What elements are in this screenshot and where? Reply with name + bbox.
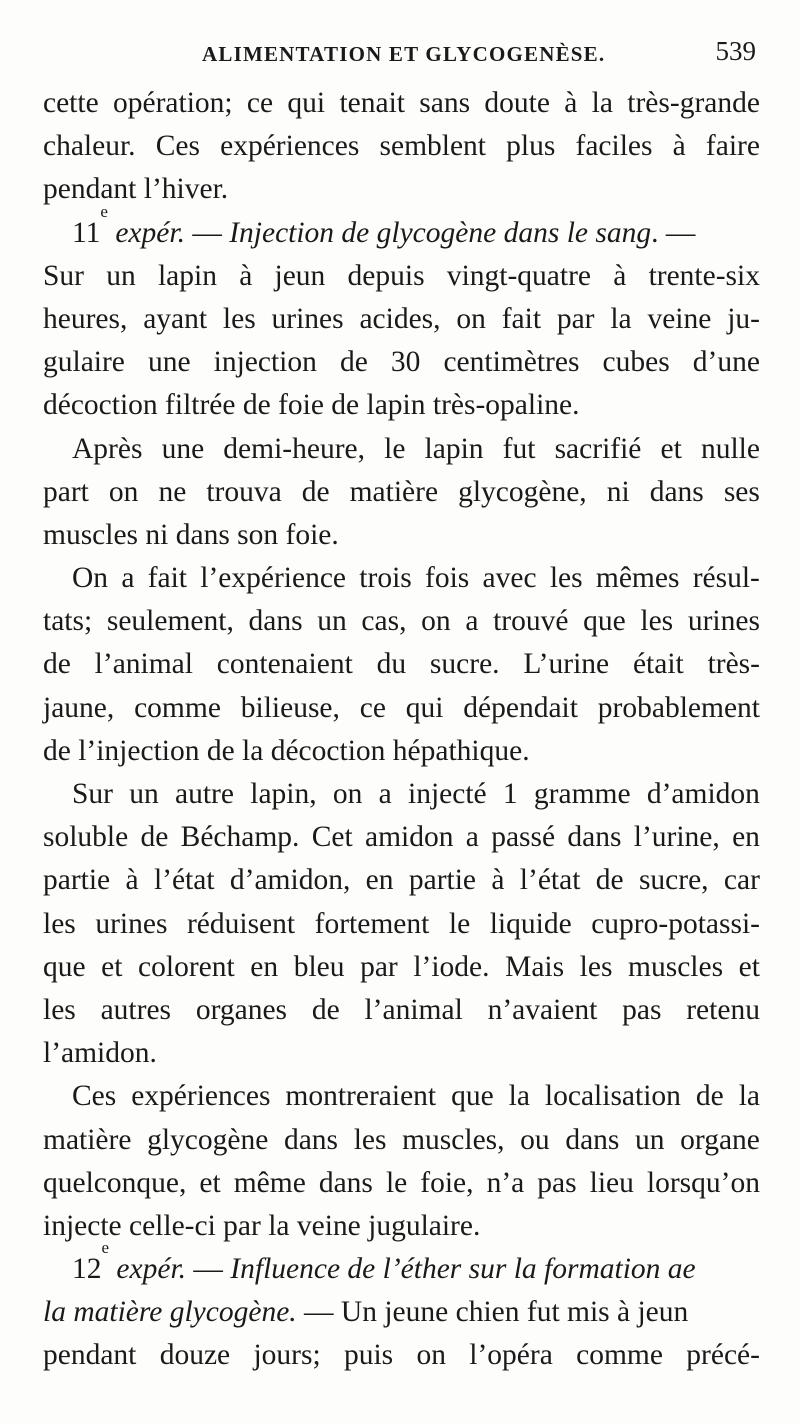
italic-text: Injection de glycogène dans le sang	[229, 216, 652, 249]
word: Ces	[155, 130, 200, 163]
text-line	[43, 1205, 760, 1248]
word: jours;	[253, 1339, 321, 1372]
word: ne	[158, 475, 187, 508]
body-text	[43, 82, 760, 1378]
word: fait	[501, 302, 542, 335]
word: n’a	[486, 1166, 525, 1199]
word: glycogène,	[458, 475, 587, 508]
word: très-	[707, 648, 760, 681]
word: fut	[502, 432, 536, 465]
text-line	[43, 514, 760, 557]
word: par	[360, 950, 398, 983]
text-line	[43, 125, 760, 168]
word: le	[385, 1166, 408, 1199]
word: précé-	[686, 1339, 760, 1372]
word: l’opéra	[469, 1339, 553, 1372]
text-line	[43, 341, 760, 384]
word: la	[591, 87, 613, 119]
word: on	[108, 475, 139, 508]
text-line	[43, 773, 760, 816]
word: seulement,	[106, 605, 234, 638]
text-run: 12	[72, 1253, 102, 1286]
word: même	[233, 1166, 306, 1199]
word: l’animal	[94, 648, 193, 681]
text-run	[109, 1248, 116, 1291]
word: amidon	[365, 821, 454, 854]
italic-text: expér.	[116, 1253, 187, 1286]
word: nulle	[700, 432, 760, 465]
word: partie	[408, 864, 477, 897]
word: l’état	[153, 864, 215, 897]
word: ju-	[727, 302, 760, 335]
word: gulaire	[43, 346, 125, 379]
word: organe	[680, 1123, 760, 1156]
word: lorsqu’on	[646, 1166, 760, 1199]
word: a	[378, 778, 392, 810]
word: Après	[72, 432, 143, 465]
word: les	[222, 302, 256, 335]
word: dans	[565, 1123, 620, 1156]
word: matière	[349, 475, 439, 508]
word: sucre,	[638, 864, 709, 897]
word: de	[43, 648, 71, 681]
word: jaune,	[43, 691, 115, 724]
text-line	[43, 600, 760, 643]
word: trente-six	[648, 259, 760, 292]
text-line	[43, 298, 760, 341]
word: l’iode.	[413, 950, 490, 983]
line-text: muscles ni dans son foie.	[43, 518, 339, 551]
word: tats;	[43, 605, 93, 638]
word: bilieuse,	[240, 691, 340, 724]
word: un	[106, 259, 136, 292]
text-run: —	[186, 1253, 231, 1286]
word: a	[465, 605, 479, 638]
word: on	[421, 605, 451, 638]
word: centimètres	[443, 346, 580, 379]
word: en	[732, 821, 760, 854]
word: les	[43, 907, 76, 940]
word: la	[738, 1080, 760, 1113]
text-line	[43, 1119, 760, 1162]
italic-text: expér.	[115, 216, 185, 249]
word: les	[549, 562, 583, 595]
text-run	[108, 212, 115, 255]
word: résul-	[692, 562, 760, 595]
word: de	[695, 1080, 724, 1113]
word: d’amidon,	[229, 864, 351, 897]
word: les	[43, 993, 76, 1026]
word: a	[465, 821, 479, 854]
word: de	[595, 864, 624, 897]
line-text: injecte celle-ci par la veine jugulaire.	[43, 1209, 481, 1242]
word: gramme	[533, 778, 631, 810]
word: et	[199, 1166, 221, 1199]
word: était	[632, 648, 684, 681]
word: dépendait	[463, 691, 578, 724]
word: dans	[248, 605, 303, 638]
word: comme	[134, 691, 221, 724]
word: que	[43, 950, 86, 983]
word: qui	[287, 87, 326, 119]
word: veine	[647, 302, 712, 335]
word: opération;	[113, 87, 233, 119]
text-line	[43, 1162, 760, 1205]
word: urines	[271, 302, 344, 335]
italic-text: la matière glycogène.	[43, 1296, 297, 1329]
word: que	[583, 605, 626, 638]
word: faire	[705, 130, 760, 163]
word: du	[376, 648, 407, 681]
word: partie	[43, 864, 111, 897]
word: avec	[482, 562, 537, 595]
word: Sur	[72, 778, 113, 810]
word: en	[250, 950, 279, 983]
text-line	[43, 168, 760, 211]
word: que	[451, 1080, 494, 1113]
word: qui	[405, 691, 444, 724]
text-line	[43, 903, 760, 946]
word: vingt-quatre	[446, 259, 591, 292]
word: on	[332, 778, 363, 810]
word: mêmes	[595, 562, 680, 595]
text-line	[43, 687, 760, 730]
word: l’état	[519, 864, 581, 897]
word: L’urine	[523, 648, 610, 681]
word: à	[125, 864, 139, 897]
word: l’animal	[364, 993, 463, 1026]
word: cas,	[361, 605, 407, 638]
word: l’urine,	[633, 821, 720, 854]
word: de	[311, 993, 340, 1026]
word: réduisent	[186, 907, 296, 940]
page-header	[200, 36, 760, 72]
word: localisation	[544, 1080, 681, 1113]
text-line	[43, 1238, 760, 1291]
word: à	[239, 259, 253, 292]
word: Cet	[311, 821, 353, 854]
word: dans	[649, 475, 704, 508]
word: ayant	[143, 302, 208, 335]
word: expériences	[131, 1080, 271, 1113]
word: injecté	[408, 778, 487, 810]
text-line	[43, 643, 760, 686]
word: On	[72, 562, 109, 595]
word: en	[365, 864, 394, 897]
word: soluble	[43, 821, 129, 854]
text-run: 11	[72, 216, 101, 249]
word: ses	[723, 475, 760, 508]
word: de	[301, 475, 330, 508]
word: fortement	[314, 907, 430, 940]
word: à	[672, 130, 686, 163]
text-line	[43, 1032, 760, 1075]
text-line	[43, 989, 760, 1032]
word: comme	[576, 1339, 663, 1372]
word: acides,	[359, 302, 441, 335]
word: retenu	[686, 993, 760, 1026]
word: 1	[502, 778, 518, 810]
word: ce	[246, 87, 274, 119]
word: trois	[359, 562, 412, 595]
word: un	[317, 605, 347, 638]
word: d’amidon	[646, 778, 760, 810]
word: matière	[43, 1123, 132, 1156]
word: les	[579, 950, 613, 983]
word: l’expérience	[200, 562, 347, 595]
word: heures,	[43, 302, 128, 335]
word: ni	[606, 475, 630, 508]
word: sacrifié	[554, 432, 642, 465]
word: faciles	[575, 130, 653, 163]
word: plus	[506, 130, 556, 163]
text-run: . —	[651, 216, 696, 249]
text-line	[43, 1291, 760, 1334]
word: montreraient	[285, 1080, 437, 1113]
word: pas	[537, 1166, 577, 1199]
word: fois	[425, 562, 470, 595]
text-line	[43, 255, 760, 298]
word: Ces	[72, 1080, 117, 1113]
word: 30	[390, 346, 421, 379]
word: ou	[520, 1123, 550, 1156]
word: dans	[283, 1123, 339, 1156]
word: muscles	[628, 950, 724, 983]
word: n’avaient	[487, 993, 598, 1026]
text-line	[43, 730, 760, 773]
text-line	[43, 82, 760, 125]
text-line	[43, 1334, 760, 1377]
page-number: 539	[715, 36, 756, 66]
word: de	[140, 821, 169, 854]
text-line	[43, 1075, 760, 1118]
word: ce	[359, 691, 386, 724]
word: Béchamp.	[180, 821, 300, 854]
word: liquide	[489, 907, 572, 940]
word: on	[416, 1339, 446, 1372]
word: un	[129, 778, 159, 810]
word: à	[491, 864, 505, 897]
word: et	[660, 432, 682, 465]
word: pendant	[43, 1339, 137, 1372]
word: chaleur.	[43, 130, 136, 163]
word: les	[640, 605, 674, 638]
word: on	[456, 302, 486, 335]
word: organes	[195, 993, 288, 1026]
word: jeun	[274, 259, 326, 292]
word: la	[508, 1080, 530, 1113]
word: bleu	[293, 950, 345, 983]
word: les	[353, 1123, 387, 1156]
word: Sur	[43, 259, 84, 292]
word: à	[564, 87, 578, 119]
word: de	[339, 346, 368, 379]
word: dans	[567, 821, 622, 854]
word: et	[738, 950, 760, 983]
line-text: pendant l’hiver.	[43, 173, 229, 206]
word: lapin	[157, 259, 217, 292]
word: pas	[622, 993, 662, 1026]
text-line	[43, 859, 760, 902]
word: contenaient	[216, 648, 353, 681]
text-line	[43, 384, 760, 427]
superscript: e	[101, 1238, 110, 1258]
line-text: l’amidon.	[43, 1037, 157, 1070]
word: expériences	[220, 130, 360, 163]
word: demi-heure,	[223, 432, 365, 465]
text-line	[43, 428, 760, 471]
word: sans	[419, 87, 471, 119]
word: sucre.	[429, 648, 500, 681]
word: très-grande	[627, 87, 760, 119]
word: et	[101, 950, 123, 983]
word: tenait	[339, 87, 405, 119]
word: part	[43, 475, 89, 508]
text-line	[43, 946, 760, 989]
word: passé	[491, 821, 556, 854]
word: colorent	[138, 950, 235, 983]
word: urines	[687, 605, 760, 638]
word: a	[121, 562, 135, 595]
text-line	[43, 471, 760, 514]
italic-text: Influence de l’éther sur la formation ae	[230, 1253, 696, 1286]
word: un	[635, 1123, 665, 1156]
word: dans	[318, 1166, 373, 1199]
word: d’une	[692, 346, 760, 379]
word: lapin	[424, 432, 484, 465]
word: quelconque,	[43, 1166, 187, 1199]
text-line	[43, 201, 760, 255]
word: la	[610, 302, 632, 335]
word: doute	[484, 87, 550, 119]
word: trouvé	[493, 605, 569, 638]
word: autre	[175, 778, 234, 810]
word: trouva	[206, 475, 282, 508]
word: urines	[95, 907, 168, 940]
word: depuis	[347, 259, 425, 292]
text-line	[43, 557, 760, 600]
word: douze	[159, 1339, 231, 1372]
word: par	[556, 302, 595, 335]
word: lieu	[589, 1166, 634, 1199]
word: le	[448, 907, 471, 940]
word: Mais	[505, 950, 565, 983]
word: puis	[343, 1339, 394, 1372]
word: semblent	[379, 130, 487, 163]
superscript: e	[100, 201, 108, 221]
text-line	[43, 816, 760, 859]
word: muscles,	[402, 1123, 505, 1156]
line-text: de l’injection de la décoction hépathique.	[43, 734, 530, 767]
word: glycogène	[147, 1123, 269, 1156]
word: cubes	[602, 346, 670, 379]
text-run: — Un jeune chien fut mis à jeun	[296, 1296, 689, 1329]
word: cupro-potassi-	[591, 907, 760, 940]
word: à	[613, 259, 627, 292]
word: cette	[43, 87, 99, 119]
text-run: —	[184, 216, 230, 249]
word: probablement	[597, 691, 760, 724]
word: fait	[147, 562, 187, 595]
word: foie,	[420, 1166, 474, 1199]
word: car	[723, 864, 760, 897]
word: une	[147, 346, 191, 379]
line-text: décoction filtrée de foie de lapin très-opaline.	[43, 389, 580, 422]
word: une	[161, 432, 205, 465]
word: le	[384, 432, 406, 465]
word: injection	[213, 346, 317, 379]
word: autres	[100, 993, 172, 1026]
word: lapin,	[250, 778, 317, 810]
running-head: ALIMENTATION ET GLYCOGENÈSE.	[202, 42, 606, 66]
